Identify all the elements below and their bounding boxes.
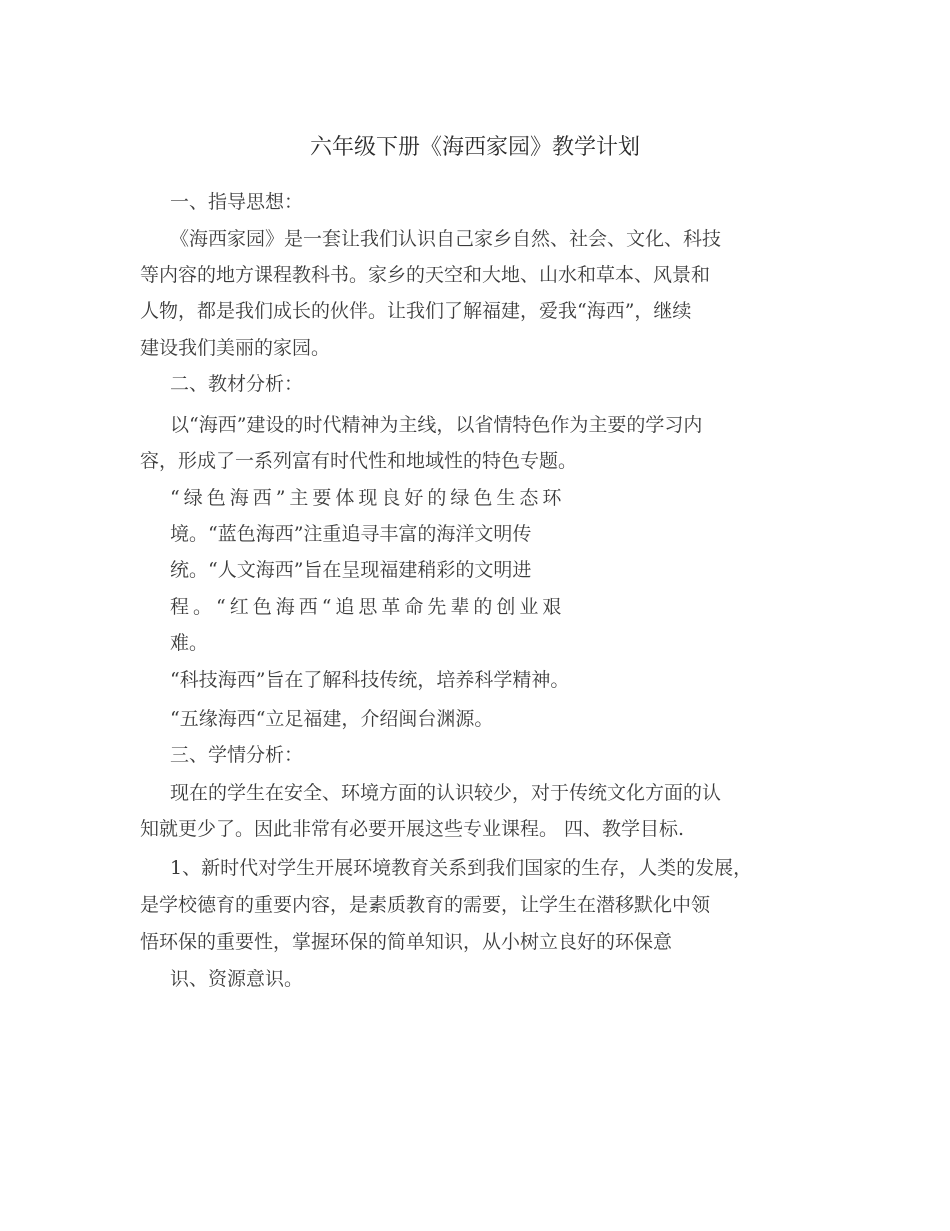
paragraph-line: 悟环保的重要性，掌握环保的简单知识，从小树立良好的环保意 bbox=[140, 931, 673, 953]
topic-line: 程。“红色海西“追思革命先辈的创业艰 bbox=[170, 596, 566, 618]
topic-line: “科技海西”旨在了解科技传统，培养科学精神。 bbox=[170, 669, 570, 691]
document-title: 六年级下册《海西家园》教学计划 bbox=[309, 135, 640, 160]
section-heading-student-analysis: 三、学情分析： bbox=[170, 744, 304, 766]
topic-line: 难。 bbox=[170, 632, 209, 654]
paragraph-line: 是学校德育的重要内容，是素质教育的需要，让学生在潜移默化中领 bbox=[140, 894, 711, 916]
paragraph-line: 等内容的地方课程教科书。家乡的天空和大地、山水和草本、风景和 bbox=[140, 264, 711, 286]
paragraph-line: 识、资源意识。 bbox=[170, 968, 304, 990]
paragraph-line: 以“海西”建设的时代精神为主线，以省情特色作为主要的学习内 bbox=[170, 414, 703, 436]
section-heading-guiding-ideology: 一、指导思想： bbox=[170, 191, 304, 213]
topic-line: “五缘海西“立足福建，介绍闽台渊源。 bbox=[170, 708, 494, 730]
paragraph-line: 《海西家园》是一套让我们认识自己家乡自然、社会、文化、科技 bbox=[170, 228, 722, 250]
paragraph-line: 容，形成了一系列富有时代性和地域性的特色专题。 bbox=[140, 450, 578, 472]
paragraph-line: 人物，都是我们成长的伙伴。让我们了解福建，爱我“海西”，继续 bbox=[140, 300, 692, 322]
topic-line: 境。“蓝色海西”注重追寻丰富的海洋文明传 bbox=[170, 523, 532, 545]
topic-line: “绿色海西”主要体现良好的绿色生态环 bbox=[170, 487, 566, 509]
paragraph-line: 现在的学生在安全、环境方面的认识较少，对于传统文化方面的认 bbox=[170, 782, 722, 804]
paragraph-line: 知就更少了。因此非常有必要开展这些专业课程。 四、教学目标. bbox=[140, 818, 685, 840]
section-heading-material-analysis: 二、教材分析： bbox=[170, 373, 304, 395]
paragraph-line: 建设我们美丽的家园。 bbox=[140, 337, 331, 359]
topic-line: 统。“人文海西”旨在呈现福建稍彩的文明进 bbox=[170, 559, 532, 581]
paragraph-line: 1、新时代对学生开展环境教育关系到我们国家的生存，人类的发展， bbox=[170, 857, 753, 879]
